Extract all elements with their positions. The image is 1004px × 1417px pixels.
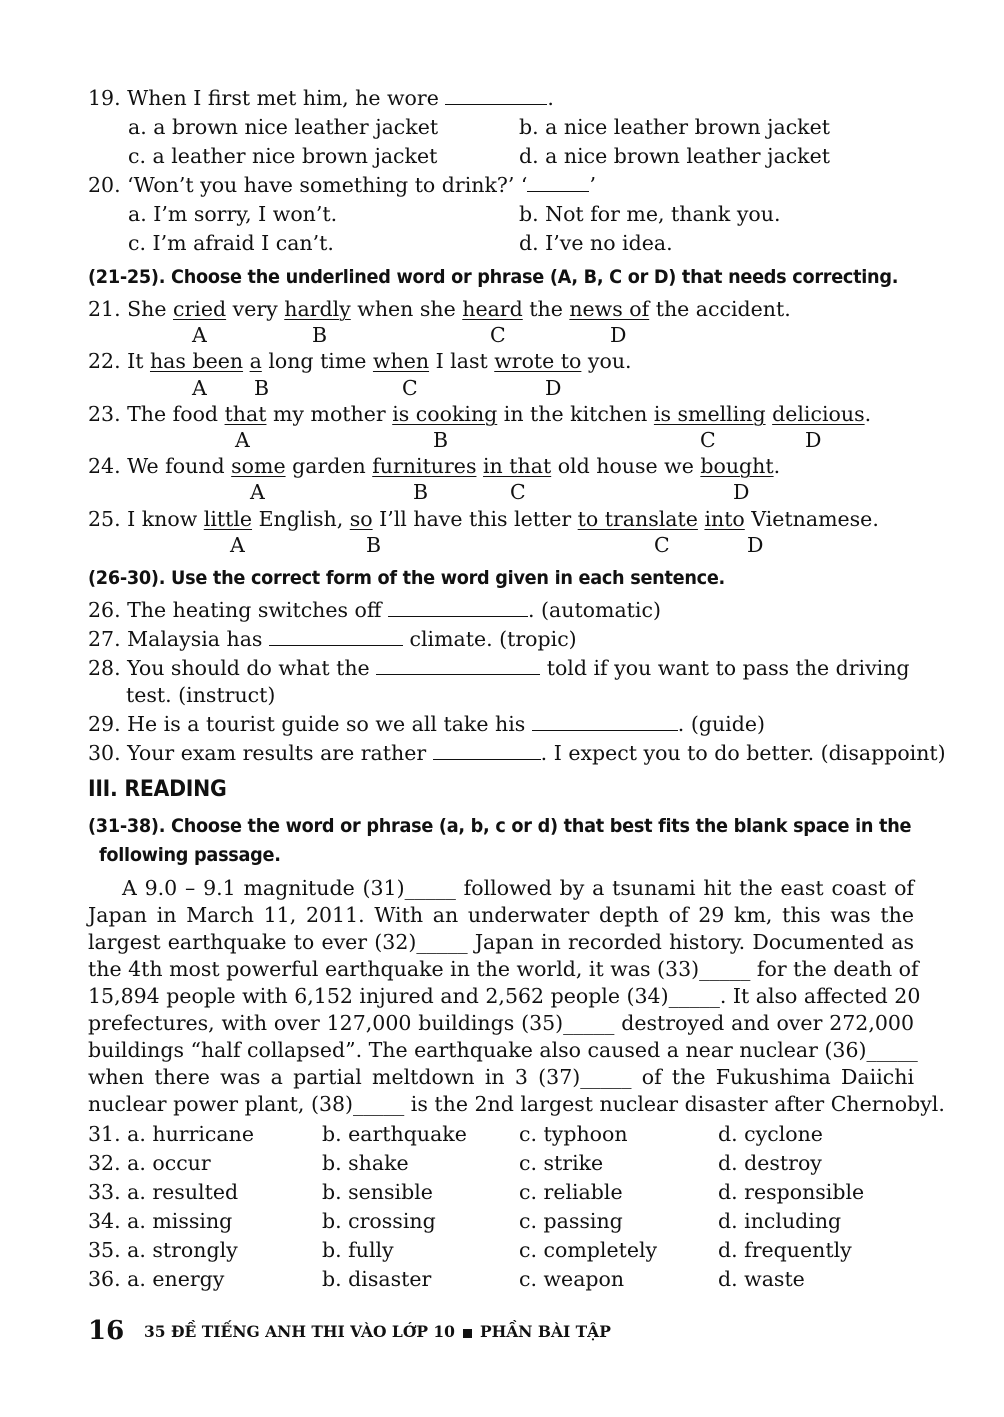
question-26: 26. The heating switches off . (automatic): [88, 598, 661, 622]
letter-a: A: [230, 533, 245, 557]
answer-blank: [445, 87, 547, 105]
passage-line: nuclear power plant, (38)_____ is the 2nd largest nuclear disaster after Chernobyl.: [88, 1092, 945, 1116]
question-28: 28. You should do what the told if you want to pass the driving: [88, 656, 910, 680]
q20-option-d: d. I’ve no idea.: [519, 231, 673, 255]
letter-b: B: [366, 533, 382, 557]
answer-34-c: c. passing: [519, 1209, 623, 1233]
passage-line: largest earthquake to ever (32)_____ Japan in recorded history. Documented as: [88, 930, 914, 954]
letter-b: B: [413, 480, 429, 504]
letter-a: A: [192, 323, 207, 347]
question-25: 25. I know little English, so I’ll have this letter to translate into Vietnamese.: [88, 507, 879, 531]
square-bullet-icon: [463, 1329, 472, 1338]
underlined-b: is cooking: [392, 402, 498, 426]
question-30: 30. Your exam results are rather . I expect you to do better. (disappoint): [88, 741, 946, 765]
answer-33-b: b. sensible: [322, 1180, 433, 1204]
answer-36-a: 36. a. energy: [88, 1267, 225, 1291]
question-24: 24. We found some garden furnitures in that old house we bought.: [88, 454, 781, 478]
underlined-a: cried: [173, 297, 227, 321]
footer-title: [144, 1322, 611, 1341]
answer-32-d: d. destroy: [718, 1151, 822, 1175]
underlined-a: has been: [149, 349, 244, 373]
answer-32-b: b. shake: [322, 1151, 409, 1175]
section-heading-31-38-cont: following passage.: [99, 844, 281, 866]
letter-a: A: [250, 480, 265, 504]
answer-32-a: 32. a. occur: [88, 1151, 211, 1175]
answer-36-c: c. weapon: [519, 1267, 625, 1291]
letter-c: C: [490, 323, 506, 347]
question-27: 27. Malaysia has climate. (tropic): [88, 627, 577, 651]
underlined-c: heard: [462, 297, 523, 321]
section-heading-21-25: (21-25). Choose the underlined word or phrase (A, B, C or D) that needs correcting.: [88, 266, 899, 288]
answer-blank: [532, 713, 678, 731]
answer-31-b: b. earthquake: [322, 1122, 467, 1146]
answer-blank: [527, 174, 589, 192]
section-heading-26-30: (26-30). Use the correct form of the word given in each sentence.: [88, 567, 725, 589]
answer-34-a: 34. a. missing: [88, 1209, 233, 1233]
passage-line: Japan in March 11, 2011. With an underwater depth of 29 km, this was the: [88, 903, 914, 927]
q19-option-b: b. a nice leather brown jacket: [519, 115, 830, 139]
question-29: 29. He is a tourist guide so we all take his . (guide): [88, 712, 765, 736]
passage-line: buildings “half collapsed”. The earthquake also caused a near nuclear (36)_____: [88, 1038, 918, 1062]
section-reading-heading: III. READING: [88, 777, 227, 802]
answer-35-d: d. frequently: [718, 1238, 852, 1262]
question-20: 20. ‘Won’t you have something to drink?’ ‘ ’: [88, 173, 596, 197]
book-part: PHẦN BÀI TẬP: [479, 1322, 611, 1341]
answer-31-a: 31. a. hurricane: [88, 1122, 254, 1146]
q19-option-c: c. a leather nice brown jacket: [128, 144, 438, 168]
answer-33-d: d. responsible: [718, 1180, 865, 1204]
underlined-d: delicious: [772, 402, 865, 426]
underlined-b: hardly: [284, 297, 351, 321]
underlined-c: in that: [483, 454, 552, 478]
underlined-a: little: [203, 507, 253, 531]
answer-33-c: c. reliable: [519, 1180, 623, 1204]
letter-d: D: [733, 480, 750, 504]
answer-36-b: b. disaster: [322, 1267, 432, 1291]
answer-35-a: 35. a. strongly: [88, 1238, 238, 1262]
passage-line: when there was a partial meltdown in 3 (37)_____ of the Fukushima Daiichi: [88, 1065, 914, 1089]
answer-blank: [269, 628, 403, 646]
underlined-d: wrote to: [494, 349, 582, 373]
underlined-a: that: [224, 402, 267, 426]
letter-c: C: [700, 428, 716, 452]
question-22: 22. It has been a long time when I last wrote to you.: [88, 349, 632, 373]
answer-blank: [376, 657, 540, 675]
letter-d: D: [545, 376, 562, 400]
book-title: 35 ĐỀ TIẾNG ANH THI VÀO LỚP 10: [144, 1322, 455, 1341]
underlined-b: a: [249, 349, 262, 373]
answer-34-d: d. including: [718, 1209, 842, 1233]
section-heading-31-38: (31-38). Choose the word or phrase (a, b, c or d) that best fits the blank space in the: [88, 815, 912, 837]
answer-36-d: d. waste: [718, 1267, 805, 1291]
letter-c: C: [510, 480, 526, 504]
letter-d: D: [805, 428, 822, 452]
underlined-d: bought: [700, 454, 774, 478]
letter-c: C: [402, 376, 418, 400]
underlined-b: so: [349, 507, 373, 531]
underlined-a: some: [231, 454, 286, 478]
q19-option-a: a. a brown nice leather jacket: [128, 115, 439, 139]
q20-option-b: b. Not for me, thank you.: [519, 202, 781, 226]
passage-line: 15,894 people with 6,152 injured and 2,562 people (34)_____. It also affected 20: [88, 984, 921, 1008]
q20-option-a: a. I’m sorry, I won’t.: [128, 202, 338, 226]
question-19: 19. When I first met him, he wore .: [88, 86, 554, 110]
answer-35-c: c. completely: [519, 1238, 658, 1262]
answer-blank: [433, 742, 541, 760]
page-number: 16: [88, 1316, 125, 1346]
letter-a: A: [192, 376, 207, 400]
answer-33-a: 33. a. resulted: [88, 1180, 239, 1204]
q19-option-d: d. a nice brown leather jacket: [519, 144, 830, 168]
question-23: 23. The food that my mother is cooking in the kitchen is smelling delicious.: [88, 402, 872, 426]
underlined-d: into: [704, 507, 745, 531]
question-28-cont: test. (instruct): [126, 683, 276, 707]
answer-31-d: d. cyclone: [718, 1122, 823, 1146]
question-21: 21. She cried very hardly when she heard the news of the accident.: [88, 297, 791, 321]
passage-line: prefectures, with over 127,000 buildings (35)_____ destroyed and over 272,000: [88, 1011, 914, 1035]
answer-34-b: b. crossing: [322, 1209, 436, 1233]
letter-c: C: [654, 533, 670, 557]
answer-blank: [388, 599, 528, 617]
underlined-c: when: [372, 349, 430, 373]
letter-d: D: [747, 533, 764, 557]
answer-31-c: c. typhoon: [519, 1122, 628, 1146]
answer-35-b: b. fully: [322, 1238, 394, 1262]
q20-option-c: c. I’m afraid I can’t.: [128, 231, 334, 255]
underlined-c: is smelling: [653, 402, 766, 426]
passage-line: the 4th most powerful earthquake in the world, it was (33)_____ for the death of: [88, 957, 919, 981]
passage-line: A 9.0 – 9.1 magnitude (31)_____ followed by a tsunami hit the east coast of: [122, 876, 914, 900]
question-20-stem: 20. ‘Won’t you have something to drink?’ ‘: [88, 173, 528, 197]
answer-32-c: c. strike: [519, 1151, 604, 1175]
letter-b: B: [433, 428, 449, 452]
letter-b: B: [254, 376, 270, 400]
underlined-d: news of: [569, 297, 650, 321]
underlined-b: furnitures: [372, 454, 477, 478]
letter-b: B: [312, 323, 328, 347]
letter-d: D: [610, 323, 627, 347]
underlined-c: to translate: [577, 507, 698, 531]
letter-a: A: [235, 428, 250, 452]
question-19-stem: 19. When I first met him, he wore: [88, 86, 446, 110]
